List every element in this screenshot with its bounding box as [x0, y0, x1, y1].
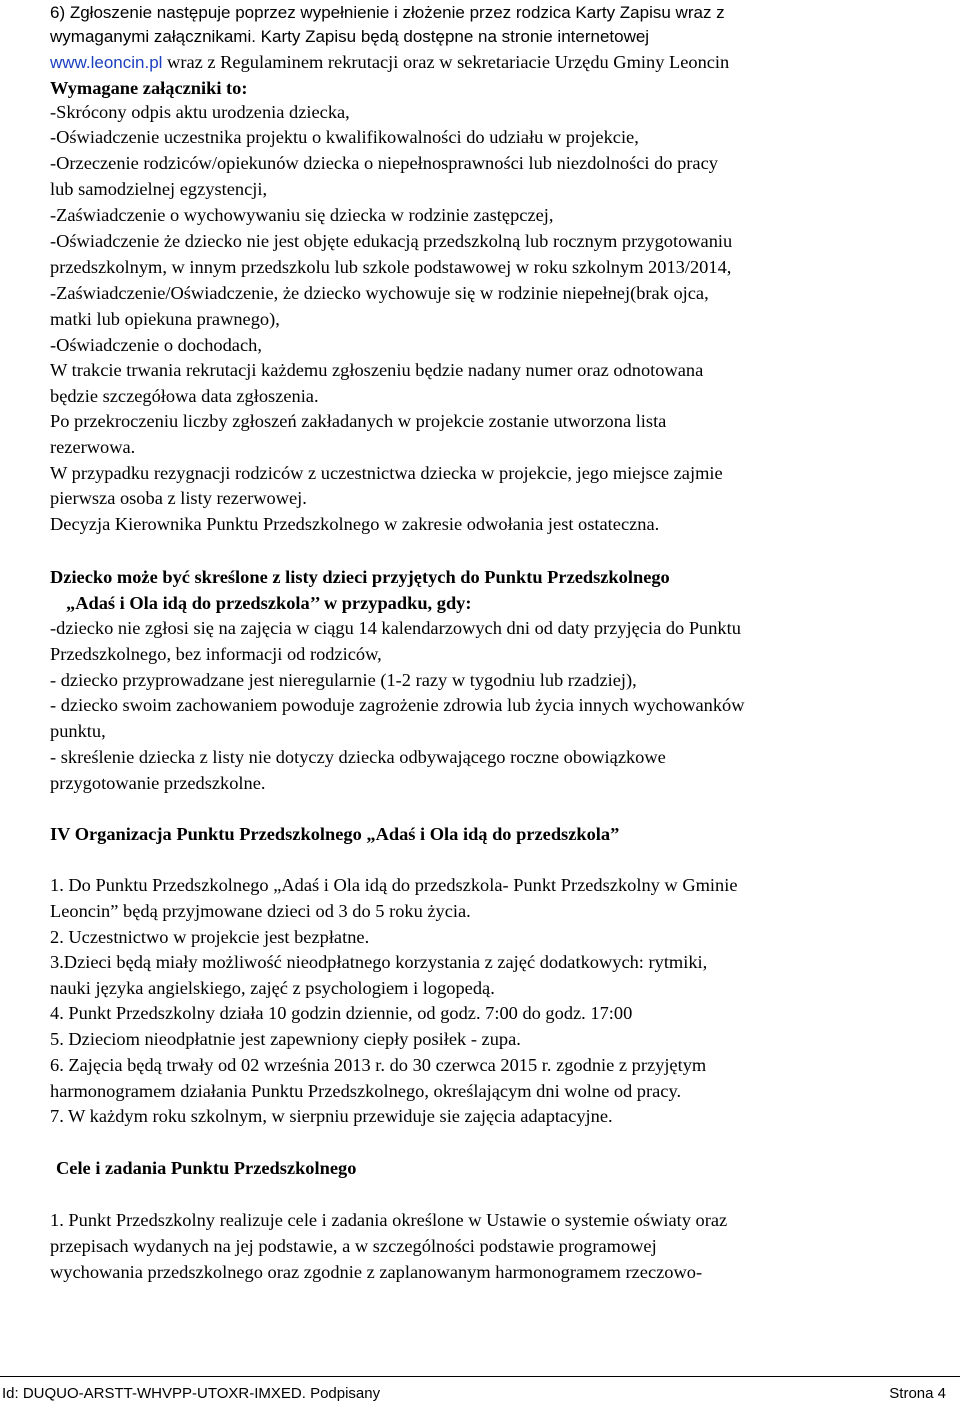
- attachment-line: -Orzeczenie rodziców/opiekunów dziecka o niepełnosprawności lub niezdolności do pracy: [50, 153, 718, 173]
- attachment-line: -Skrócony odpis aktu urodzenia dziecka,: [50, 102, 350, 122]
- goals-heading: Cele i zadania Punktu Przedszkolnego: [56, 1158, 357, 1178]
- attachment-line: W trakcie trwania rekrutacji każdemu zgłoszeniu będzie nadany numer oraz odnotowana: [50, 360, 704, 380]
- removal-line: - skreślenie dziecka z listy nie dotyczy dziecka odbywającego roczne obowiązkowe: [50, 747, 666, 767]
- attachment-line: pierwsza osoba z listy rezerwowej.: [50, 488, 307, 508]
- attachment-line: -Oświadczenie o dochodach,: [50, 335, 262, 355]
- section-iv-line: 5. Dzieciom nieodpłatnie jest zapewniony ciepły posiłek - zupa.: [50, 1029, 521, 1049]
- attachment-line: W przypadku rezygnacji rodziców z uczestnictwa dziecka w projekcie, jego miejsce zajmie: [50, 463, 723, 483]
- section-iv-line: 1. Do Punktu Przedszkolnego „Adaś i Ola idą do przedszkola- Punkt Przedszkolny w Gminie: [50, 875, 738, 895]
- website-link[interactable]: www.leoncin.pl: [50, 53, 163, 72]
- removal-heading-line-2: „Adaś i Ola idą do przedszkola’’ w przypadku, gdy:: [66, 593, 472, 613]
- attachment-line: przedszkolnym, w innym przedszkolu lub szkole podstawowej w roku szkolnym 2013/2014,: [50, 257, 732, 277]
- intro-line-2: wymaganymi załącznikami. Karty Zapisu będą dostępne na stronie internetowej: [50, 27, 650, 46]
- goals-line: 1. Punkt Przedszkolny realizuje cele i zadania określone w Ustawie o systemie oświaty oraz: [50, 1210, 728, 1230]
- intro-line-3-rest: wraz z Regulaminem rekrutacji oraz w sekretariacie Urzędu Gminy Leoncin: [162, 52, 730, 72]
- section-iv-line: 2. Uczestnictwo w projekcie jest bezpłatne.: [50, 927, 370, 947]
- attachment-line: -Oświadczenie że dziecko nie jest objęte edukacją przedszkolną lub rocznym przygotowaniu: [50, 231, 733, 251]
- section-iv-line: harmonogramem działania Punktu Przedszkolnego, określającym dni wolne od pracy.: [50, 1081, 682, 1101]
- footer-document-id: Id: DUQUO-ARSTT-WHVPP-UTOXR-IMXED. Podpisany: [2, 1385, 381, 1402]
- removal-line: - dziecko swoim zachowaniem powoduje zagrożenie zdrowia lub życia innych wychowanków: [50, 695, 745, 715]
- removal-line: Przedszkolnego, bez informacji od rodziców,: [50, 644, 382, 664]
- removal-line: punktu,: [50, 721, 106, 741]
- removal-line: -dziecko nie zgłosi się na zajęcia w ciągu 14 kalendarzowych dni od daty przyjęcia do Punktu: [50, 618, 741, 638]
- attachment-line: matki lub opiekuna prawnego),: [50, 309, 280, 329]
- section-iv-line: nauki języka angielskiego, zajęć z psychologiem i logopedą.: [50, 978, 495, 998]
- attachment-line: rezerwowa.: [50, 437, 136, 457]
- section-iv-line: Leoncin” będą przyjmowane dzieci od 3 do 5 roku życia.: [50, 901, 471, 921]
- section-iv-line: 6. Zajęcia będą trwały od 02 września 2013 r. do 30 czerwca 2015 r. zgodnie z przyjętym: [50, 1055, 707, 1075]
- footer-page-number: Strona 4: [889, 1385, 946, 1402]
- goals-line: wychowania przedszkolnego oraz zgodnie z zaplanowanym harmonogramem rzeczowo-: [50, 1262, 703, 1282]
- intro-line-1: 6) Zgłoszenie następuje poprzez wypełnienie i złożenie przez rodzica Karty Zapisu wraz z: [50, 3, 725, 22]
- removal-heading-line-1: Dziecko może być skreślone z listy dzieci przyjętych do Punktu Przedszkolnego: [50, 567, 670, 587]
- section-iv-line: 4. Punkt Przedszkolny działa 10 godzin dziennie, od godz. 7:00 do godz. 17:00: [50, 1003, 633, 1023]
- attachment-line: -Zaświadczenie o wychowywaniu się dziecka w rodzinie zastępczej,: [50, 205, 554, 225]
- attachments-heading: Wymagane załączniki to:: [50, 78, 248, 98]
- section-iv-heading: IV Organizacja Punktu Przedszkolnego „Adaś i Ola idą do przedszkola”: [50, 824, 620, 844]
- removal-line: przygotowanie przedszkolne.: [50, 773, 266, 793]
- footer-divider: [0, 1376, 960, 1377]
- intro-line-3: [50, 51, 729, 74]
- goals-line: przepisach wydanych na jej podstawie, a w szczególności podstawie programowej: [50, 1236, 657, 1256]
- attachment-line: Decyzja Kierownika Punktu Przedszkolnego w zakresie odwołania jest ostateczna.: [50, 514, 660, 534]
- attachment-line: lub samodzielnej egzystencji,: [50, 179, 268, 199]
- attachment-line: -Zaświadczenie/Oświadczenie, że dziecko wychowuje się w rodzinie niepełnej(brak ojca,: [50, 283, 709, 303]
- attachment-line: Po przekroczeniu liczby zgłoszeń zakładanych w projekcie zostanie utworzona lista: [50, 411, 667, 431]
- attachment-line: -Oświadczenie uczestnika projektu o kwalifikowalności do udziału w projekcie,: [50, 127, 639, 147]
- section-iv-line: 7. W każdym roku szkolnym, w sierpniu przewiduje sie zajęcia adaptacyjne.: [50, 1106, 613, 1126]
- removal-line: - dziecko przyprowadzane jest nieregularnie (1-2 razy w tygodniu lub rzadziej),: [50, 670, 637, 690]
- attachment-line: będzie szczegółowa data zgłoszenia.: [50, 386, 319, 406]
- section-iv-line: 3.Dzieci będą miały możliwość nieodpłatnego korzystania z zajęć dodatkowych: rytmiki,: [50, 952, 708, 972]
